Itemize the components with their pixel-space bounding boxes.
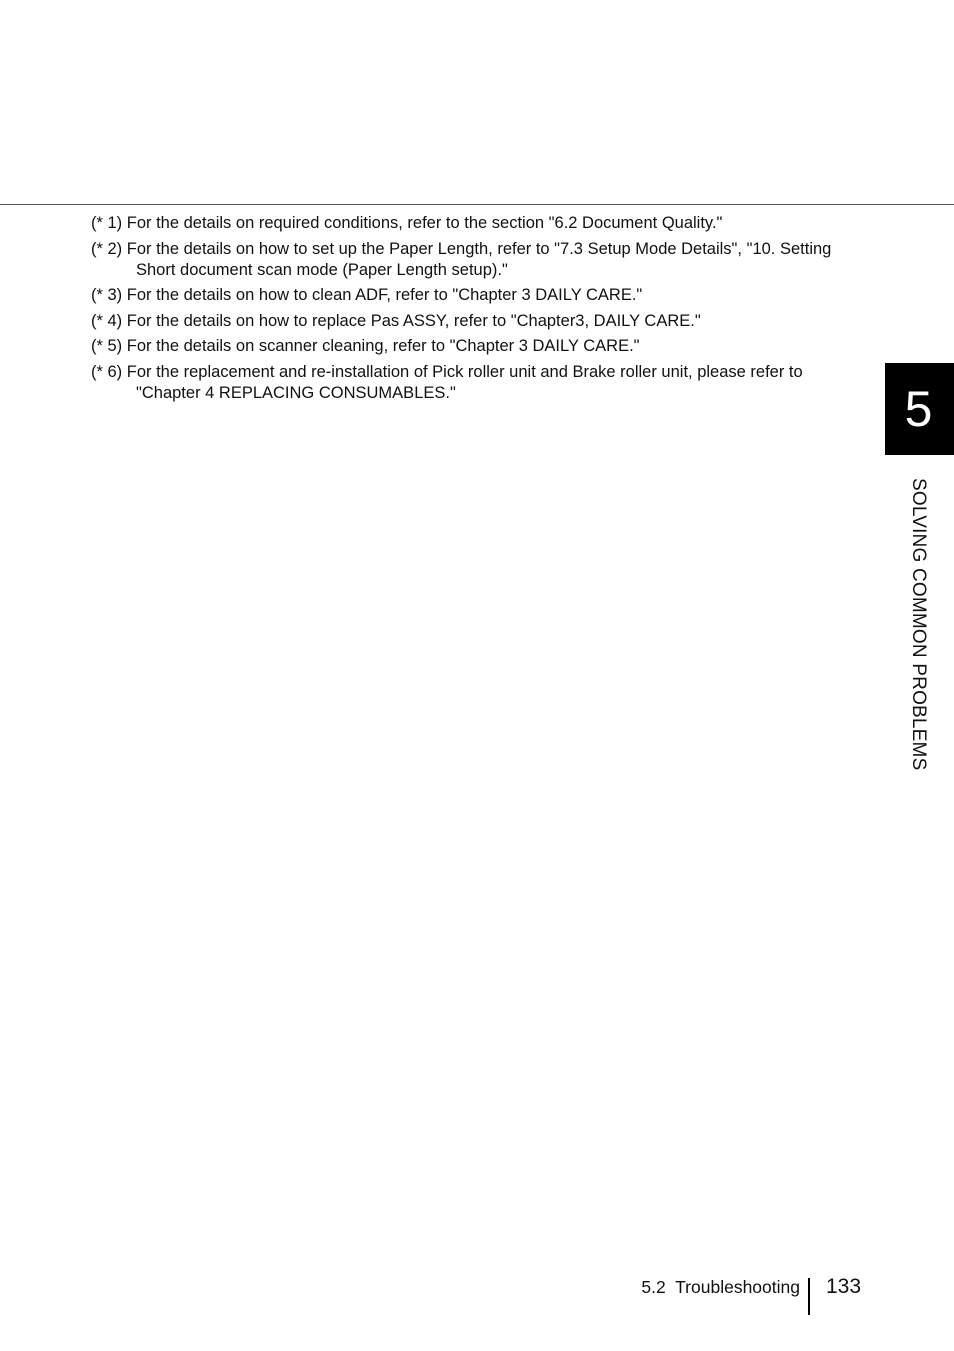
chapter-side-title: SOLVING COMMON PROBLEMS bbox=[908, 478, 929, 771]
footnote-1: (* 1) For the details on required conditions, refer to the section "6.2 Document Quality." bbox=[91, 214, 723, 232]
footnote-6: (* 6) For the replacement and re-installation of Pick roller unit and Brake roller unit, please refer to "Chapter 4 REPLACING CONSUMABLES." bbox=[91, 362, 803, 402]
footer-divider bbox=[808, 1278, 810, 1315]
footnote-3: (* 3) For the details on how to clean ADF, refer to "Chapter 3 DAILY CARE." bbox=[91, 286, 643, 304]
footer-section-title: 5.2 Troubleshooting bbox=[641, 1277, 800, 1297]
footnote-4: (* 4) For the details on how to replace Pas ASSY, refer to "Chapter3, DAILY CARE." bbox=[91, 311, 701, 330]
page-number: 133 bbox=[826, 1275, 862, 1298]
footnote-list bbox=[91, 213, 851, 408]
header-rule bbox=[0, 204, 954, 205]
chapter-number-tab: 5 bbox=[885, 363, 954, 455]
footnote-5: (* 5) For the details on scanner cleaning, refer to "Chapter 3 DAILY CARE." bbox=[91, 337, 640, 355]
footnote-2: (* 2) For the details on how to set up the Paper Length, refer to "7.3 Setup Mode Details", "10. Setting Short document scan mode (Paper Length setup)." bbox=[91, 239, 832, 279]
